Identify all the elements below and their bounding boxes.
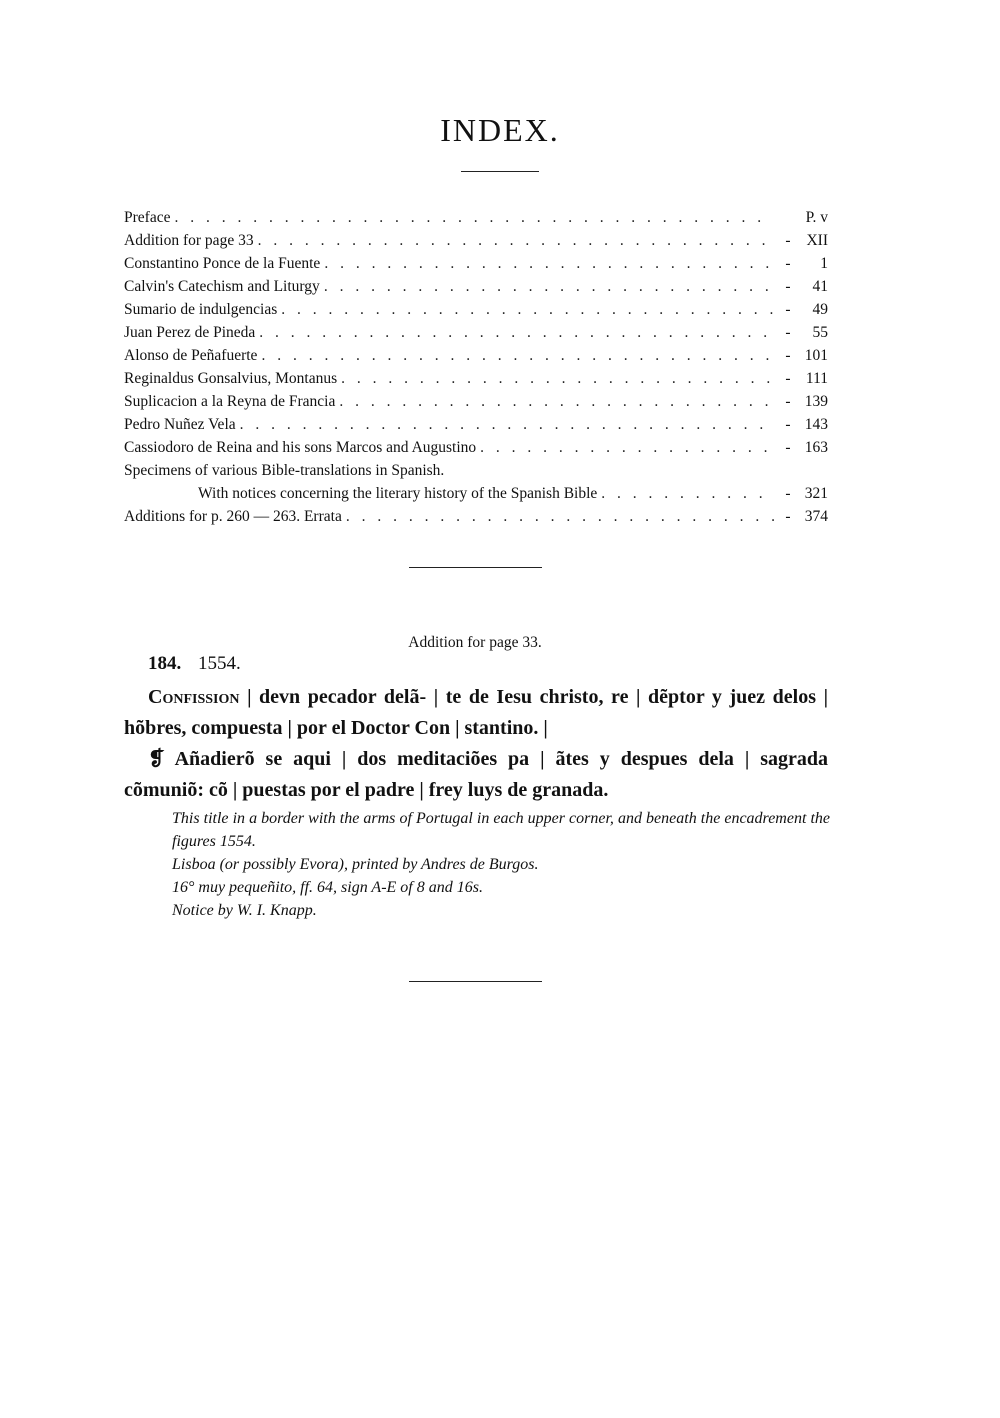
- toc-row: [124, 252, 828, 275]
- note-line: Lisboa (or possibly Evora), printed by Andres de Burgos.: [172, 856, 539, 873]
- toc-row: [124, 505, 828, 528]
- page-title: INDEX.: [440, 112, 560, 148]
- end-rule: [409, 981, 542, 982]
- table-of-contents: [124, 206, 828, 528]
- toc-page: 374: [804, 508, 828, 525]
- toc-row: [124, 229, 828, 252]
- toc-leader: [261, 344, 774, 367]
- toc-leader: [339, 390, 774, 413]
- toc-row: [124, 482, 828, 505]
- toc-leader: [174, 206, 774, 229]
- toc-row: [124, 275, 828, 298]
- toc-page: 321: [804, 485, 828, 502]
- toc-label: Specimens of various Bible-translations in Spanish.: [124, 462, 445, 479]
- toc-page: 1: [820, 255, 828, 272]
- toc-leader: [259, 321, 774, 344]
- toc-row: [124, 436, 828, 459]
- toc-leader: [601, 482, 774, 505]
- toc-dash: -: [785, 439, 791, 456]
- entry-index: 184.: [148, 653, 182, 674]
- toc-leader: [324, 275, 774, 298]
- toc-row: [124, 413, 828, 436]
- note-line: Notice by W. I. Knapp.: [172, 902, 317, 919]
- toc-label: Preface: [124, 209, 171, 226]
- entry-number: [148, 653, 241, 675]
- entry-subtitle: ❡ Añadierõ se aqui | dos meditaciões pa | ãtes y despues dela | sagrada cõmuniõ: cõ | puestas por el padre | frey luys de granada.: [124, 748, 828, 801]
- note-line: 16° muy pequeñito, ff. 64, sign A-E of 8 and 16s.: [172, 879, 483, 896]
- toc-page: 143: [804, 416, 828, 433]
- toc-dash: -: [785, 508, 791, 525]
- toc-row: [124, 367, 828, 390]
- toc-dash: -: [785, 393, 791, 410]
- toc-dash: -: [785, 301, 791, 318]
- toc-leader: [341, 367, 774, 390]
- toc-dash: -: [785, 370, 791, 387]
- toc-leader: [346, 505, 774, 528]
- toc-label: With notices concerning the literary history of the Spanish Bible: [198, 485, 598, 502]
- toc-label: Sumario de indulgencias: [124, 301, 278, 318]
- toc-leader: [281, 298, 774, 321]
- toc-page: P. v: [805, 209, 828, 226]
- toc-page: 55: [812, 324, 828, 341]
- toc-dash: -: [785, 485, 791, 502]
- toc-label: Addition for page 33: [124, 232, 254, 249]
- toc-page: 49: [812, 301, 828, 318]
- toc-leader: [258, 229, 774, 252]
- toc-label: Alonso de Peñafuerte: [124, 347, 258, 364]
- toc-page: 41: [812, 278, 828, 295]
- toc-label: Juan Perez de Pineda: [124, 324, 256, 341]
- entry-title-rest: | devn pecador delã- | te de Iesu christo, re | dẽptor y juez delos | hõbres, compuesta | por el Doctor Con | stantino. |: [124, 686, 828, 739]
- toc-dash: -: [785, 416, 791, 433]
- toc-page: XII: [806, 232, 828, 249]
- toc-dash: -: [785, 324, 791, 341]
- note-line: This title in a border with the arms of Portugal in each upper corner, and beneath the encadrement the figures 1554.: [172, 810, 830, 850]
- toc-dash: -: [785, 232, 791, 249]
- toc-leader: [324, 252, 774, 275]
- toc-dash: -: [785, 255, 791, 272]
- toc-label: Suplicacion a la Reyna de Francia: [124, 393, 336, 410]
- toc-row: [124, 344, 828, 367]
- toc-row: [124, 298, 828, 321]
- toc-label: Reginaldus Gonsalvius, Montanus: [124, 370, 338, 387]
- toc-dash: -: [785, 347, 791, 364]
- toc-label: Pedro Nuñez Vela: [124, 416, 236, 433]
- section-rule: [409, 567, 542, 568]
- toc-row: [124, 321, 828, 344]
- toc-label: Cassiodoro de Reina and his sons Marcos and Augustino: [124, 439, 477, 456]
- entry-title: [124, 682, 828, 744]
- toc-page: 101: [804, 347, 828, 364]
- addition-heading: Addition for page 33.: [408, 634, 542, 651]
- toc-row: [124, 390, 828, 413]
- toc-dash: -: [785, 278, 791, 295]
- toc-leader: [240, 413, 774, 436]
- toc-page: 111: [805, 370, 828, 387]
- toc-label: Calvin's Catechism and Liturgy: [124, 278, 320, 295]
- title-rule: [461, 171, 539, 172]
- toc-row: [124, 206, 828, 229]
- toc-page: 139: [804, 393, 828, 410]
- toc-page: 163: [804, 439, 828, 456]
- toc-label: Additions for p. 260 — 263. Errata: [124, 508, 342, 525]
- entry-title-start: Confission: [148, 686, 240, 708]
- toc-row: [124, 459, 828, 482]
- toc-label: Constantino Ponce de la Fuente: [124, 255, 321, 272]
- toc-leader: [480, 436, 774, 459]
- entry-year: 1554.: [198, 653, 241, 674]
- entry-notes: [124, 807, 830, 922]
